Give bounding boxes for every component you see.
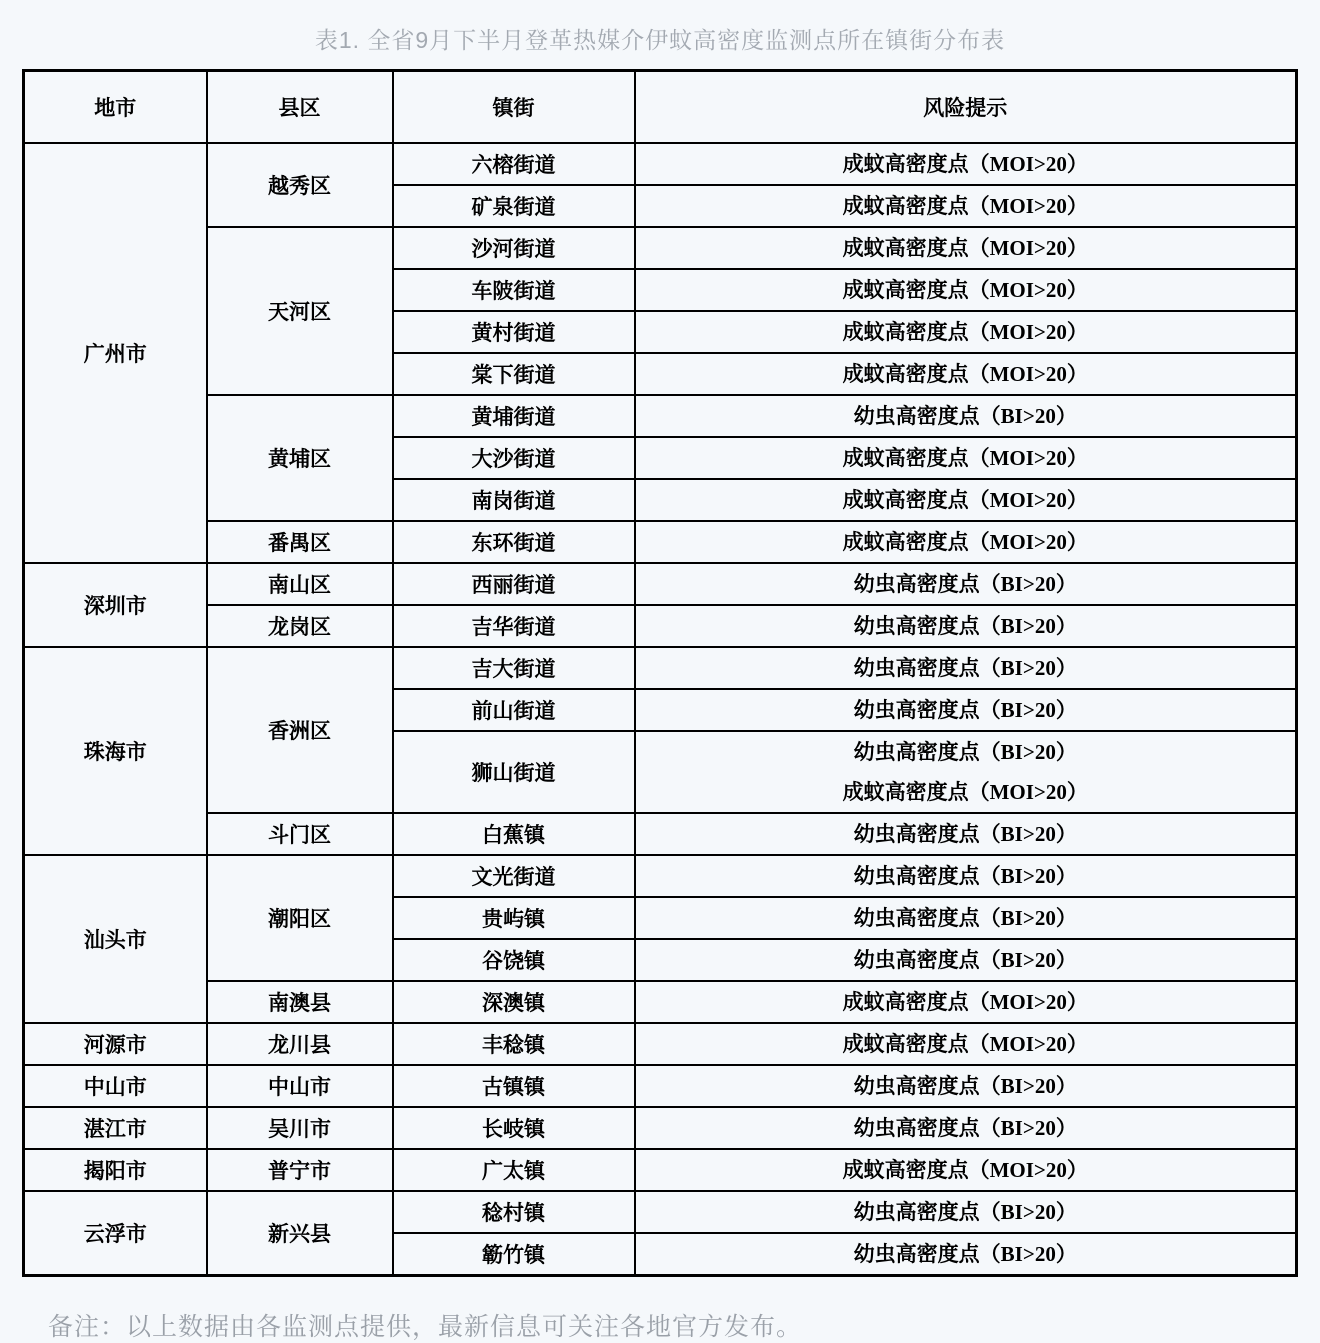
district-cell: 黄埔区 bbox=[207, 395, 393, 521]
risk-line: 成蚊高密度点（MOI>20） bbox=[842, 488, 1088, 512]
town-cell: 狮山街道 bbox=[393, 731, 635, 813]
district-cell: 斗门区 bbox=[207, 813, 393, 855]
town-cell: 贵屿镇 bbox=[393, 897, 635, 939]
footnote: 备注：以上数据由各监测点提供，最新信息可关注各地官方发布。 bbox=[48, 1313, 803, 1341]
table-body bbox=[24, 143, 1297, 1276]
risk-line: 成蚊高密度点（MOI>20） bbox=[842, 362, 1088, 386]
town-cell: 东环街道 bbox=[393, 521, 635, 563]
district-cell: 南山区 bbox=[207, 563, 393, 605]
table-row bbox=[24, 605, 1297, 647]
risk-cell bbox=[635, 689, 1297, 731]
town-cell: 稔村镇 bbox=[393, 1191, 635, 1233]
town-cell: 簕竹镇 bbox=[393, 1233, 635, 1276]
town-cell: 古镇镇 bbox=[393, 1065, 635, 1107]
district-cell: 龙川县 bbox=[207, 1023, 393, 1065]
risk-line: 幼虫高密度点（BI>20） bbox=[853, 864, 1077, 888]
risk-cell bbox=[635, 897, 1297, 939]
city-cell: 云浮市 bbox=[24, 1191, 207, 1276]
risk-cell bbox=[635, 1233, 1297, 1276]
table-row bbox=[24, 143, 1297, 185]
district-cell: 南澳县 bbox=[207, 981, 393, 1023]
risk-cell bbox=[635, 813, 1297, 855]
risk-cell bbox=[635, 185, 1297, 227]
town-cell: 棠下街道 bbox=[393, 353, 635, 395]
table-row bbox=[24, 521, 1297, 563]
district-cell: 中山市 bbox=[207, 1065, 393, 1107]
city-cell: 深圳市 bbox=[24, 563, 207, 647]
town-cell: 吉华街道 bbox=[393, 605, 635, 647]
table-row bbox=[24, 1065, 1297, 1107]
risk-line: 幼虫高密度点（BI>20） bbox=[853, 656, 1077, 680]
risk-line: 幼虫高密度点（BI>20） bbox=[853, 572, 1077, 596]
table-row bbox=[24, 227, 1297, 269]
town-cell: 黄埔街道 bbox=[393, 395, 635, 437]
table-row bbox=[24, 563, 1297, 605]
city-cell: 揭阳市 bbox=[24, 1149, 207, 1191]
table-row bbox=[24, 647, 1297, 689]
table-row bbox=[24, 981, 1297, 1023]
risk-cell bbox=[635, 731, 1297, 813]
risk-line: 幼虫高密度点（BI>20） bbox=[853, 948, 1077, 972]
risk-line: 幼虫高密度点（BI>20） bbox=[853, 906, 1077, 930]
town-cell: 沙河街道 bbox=[393, 227, 635, 269]
header-city: 地市 bbox=[24, 71, 207, 144]
district-cell: 番禺区 bbox=[207, 521, 393, 563]
district-cell: 龙岗区 bbox=[207, 605, 393, 647]
risk-line: 幼虫高密度点（BI>20） bbox=[853, 614, 1077, 638]
risk-line: 幼虫高密度点（BI>20） bbox=[853, 1074, 1077, 1098]
town-cell: 谷饶镇 bbox=[393, 939, 635, 981]
risk-line: 成蚊高密度点（MOI>20） bbox=[842, 446, 1088, 470]
risk-line: 幼虫高密度点（BI>20） bbox=[853, 1200, 1077, 1224]
risk-cell bbox=[635, 605, 1297, 647]
risk-line: 成蚊高密度点（MOI>20） bbox=[842, 1032, 1088, 1056]
table-row bbox=[24, 1023, 1297, 1065]
city-cell: 中山市 bbox=[24, 1065, 207, 1107]
district-cell: 潮阳区 bbox=[207, 855, 393, 981]
risk-cell bbox=[635, 1149, 1297, 1191]
town-cell: 南岗街道 bbox=[393, 479, 635, 521]
city-cell: 珠海市 bbox=[24, 647, 207, 855]
city-cell: 汕头市 bbox=[24, 855, 207, 1023]
risk-line: 幼虫高密度点（BI>20） bbox=[853, 740, 1077, 764]
table-header-row bbox=[24, 71, 1297, 144]
city-cell: 河源市 bbox=[24, 1023, 207, 1065]
risk-cell bbox=[635, 311, 1297, 353]
risk-line: 幼虫高密度点（BI>20） bbox=[853, 1242, 1077, 1266]
risk-cell bbox=[635, 521, 1297, 563]
risk-cell bbox=[635, 981, 1297, 1023]
town-cell: 矿泉街道 bbox=[393, 185, 635, 227]
header-town: 镇街 bbox=[393, 71, 635, 144]
risk-cell bbox=[635, 479, 1297, 521]
risk-line: 成蚊高密度点（MOI>20） bbox=[842, 990, 1088, 1014]
district-cell: 普宁市 bbox=[207, 1149, 393, 1191]
district-cell: 天河区 bbox=[207, 227, 393, 395]
district-cell: 越秀区 bbox=[207, 143, 393, 227]
city-cell: 广州市 bbox=[24, 143, 207, 563]
town-cell: 黄村街道 bbox=[393, 311, 635, 353]
table-row bbox=[24, 855, 1297, 897]
risk-cell bbox=[635, 143, 1297, 185]
risk-line: 成蚊高密度点（MOI>20） bbox=[842, 1158, 1088, 1182]
risk-cell bbox=[635, 269, 1297, 311]
town-cell: 前山街道 bbox=[393, 689, 635, 731]
page-title: 表1. 全省9月下半月登革热媒介伊蚊高密度监测点所在镇街分布表 bbox=[314, 27, 1006, 53]
town-cell: 深澳镇 bbox=[393, 981, 635, 1023]
risk-cell bbox=[635, 395, 1297, 437]
risk-cell bbox=[635, 855, 1297, 897]
risk-cell bbox=[635, 1191, 1297, 1233]
town-cell: 大沙街道 bbox=[393, 437, 635, 479]
risk-cell bbox=[635, 1023, 1297, 1065]
district-cell: 吴川市 bbox=[207, 1107, 393, 1149]
risk-cell bbox=[635, 939, 1297, 981]
distribution-table bbox=[22, 69, 1298, 1277]
table-row bbox=[24, 1149, 1297, 1191]
table-row bbox=[24, 1107, 1297, 1149]
town-cell: 西丽街道 bbox=[393, 563, 635, 605]
district-cell: 香洲区 bbox=[207, 647, 393, 813]
table-row bbox=[24, 395, 1297, 437]
town-cell: 文光街道 bbox=[393, 855, 635, 897]
risk-cell bbox=[635, 1065, 1297, 1107]
risk-cell bbox=[635, 647, 1297, 689]
risk-cell bbox=[635, 437, 1297, 479]
city-cell: 湛江市 bbox=[24, 1107, 207, 1149]
header-district: 县区 bbox=[207, 71, 393, 144]
risk-line: 成蚊高密度点（MOI>20） bbox=[842, 320, 1088, 344]
risk-line: 幼虫高密度点（BI>20） bbox=[853, 404, 1077, 428]
town-cell: 六榕街道 bbox=[393, 143, 635, 185]
risk-line: 成蚊高密度点（MOI>20） bbox=[842, 236, 1088, 260]
district-cell: 新兴县 bbox=[207, 1191, 393, 1276]
risk-line: 成蚊高密度点（MOI>20） bbox=[842, 780, 1088, 804]
risk-line: 幼虫高密度点（BI>20） bbox=[853, 822, 1077, 846]
risk-line: 成蚊高密度点（MOI>20） bbox=[842, 530, 1088, 554]
risk-line: 幼虫高密度点（BI>20） bbox=[853, 698, 1077, 722]
risk-cell bbox=[635, 353, 1297, 395]
table-row bbox=[24, 813, 1297, 855]
risk-line: 成蚊高密度点（MOI>20） bbox=[842, 278, 1088, 302]
town-cell: 吉大街道 bbox=[393, 647, 635, 689]
risk-line: 成蚊高密度点（MOI>20） bbox=[842, 194, 1088, 218]
risk-line: 幼虫高密度点（BI>20） bbox=[853, 1116, 1077, 1140]
town-cell: 车陂街道 bbox=[393, 269, 635, 311]
town-cell: 白蕉镇 bbox=[393, 813, 635, 855]
town-cell: 长岐镇 bbox=[393, 1107, 635, 1149]
risk-cell bbox=[635, 563, 1297, 605]
header-risk: 风险提示 bbox=[635, 71, 1297, 144]
town-cell: 广太镇 bbox=[393, 1149, 635, 1191]
risk-line: 成蚊高密度点（MOI>20） bbox=[842, 152, 1088, 176]
risk-cell bbox=[635, 227, 1297, 269]
risk-cell bbox=[635, 1107, 1297, 1149]
town-cell: 丰稔镇 bbox=[393, 1023, 635, 1065]
table-row bbox=[24, 1191, 1297, 1233]
